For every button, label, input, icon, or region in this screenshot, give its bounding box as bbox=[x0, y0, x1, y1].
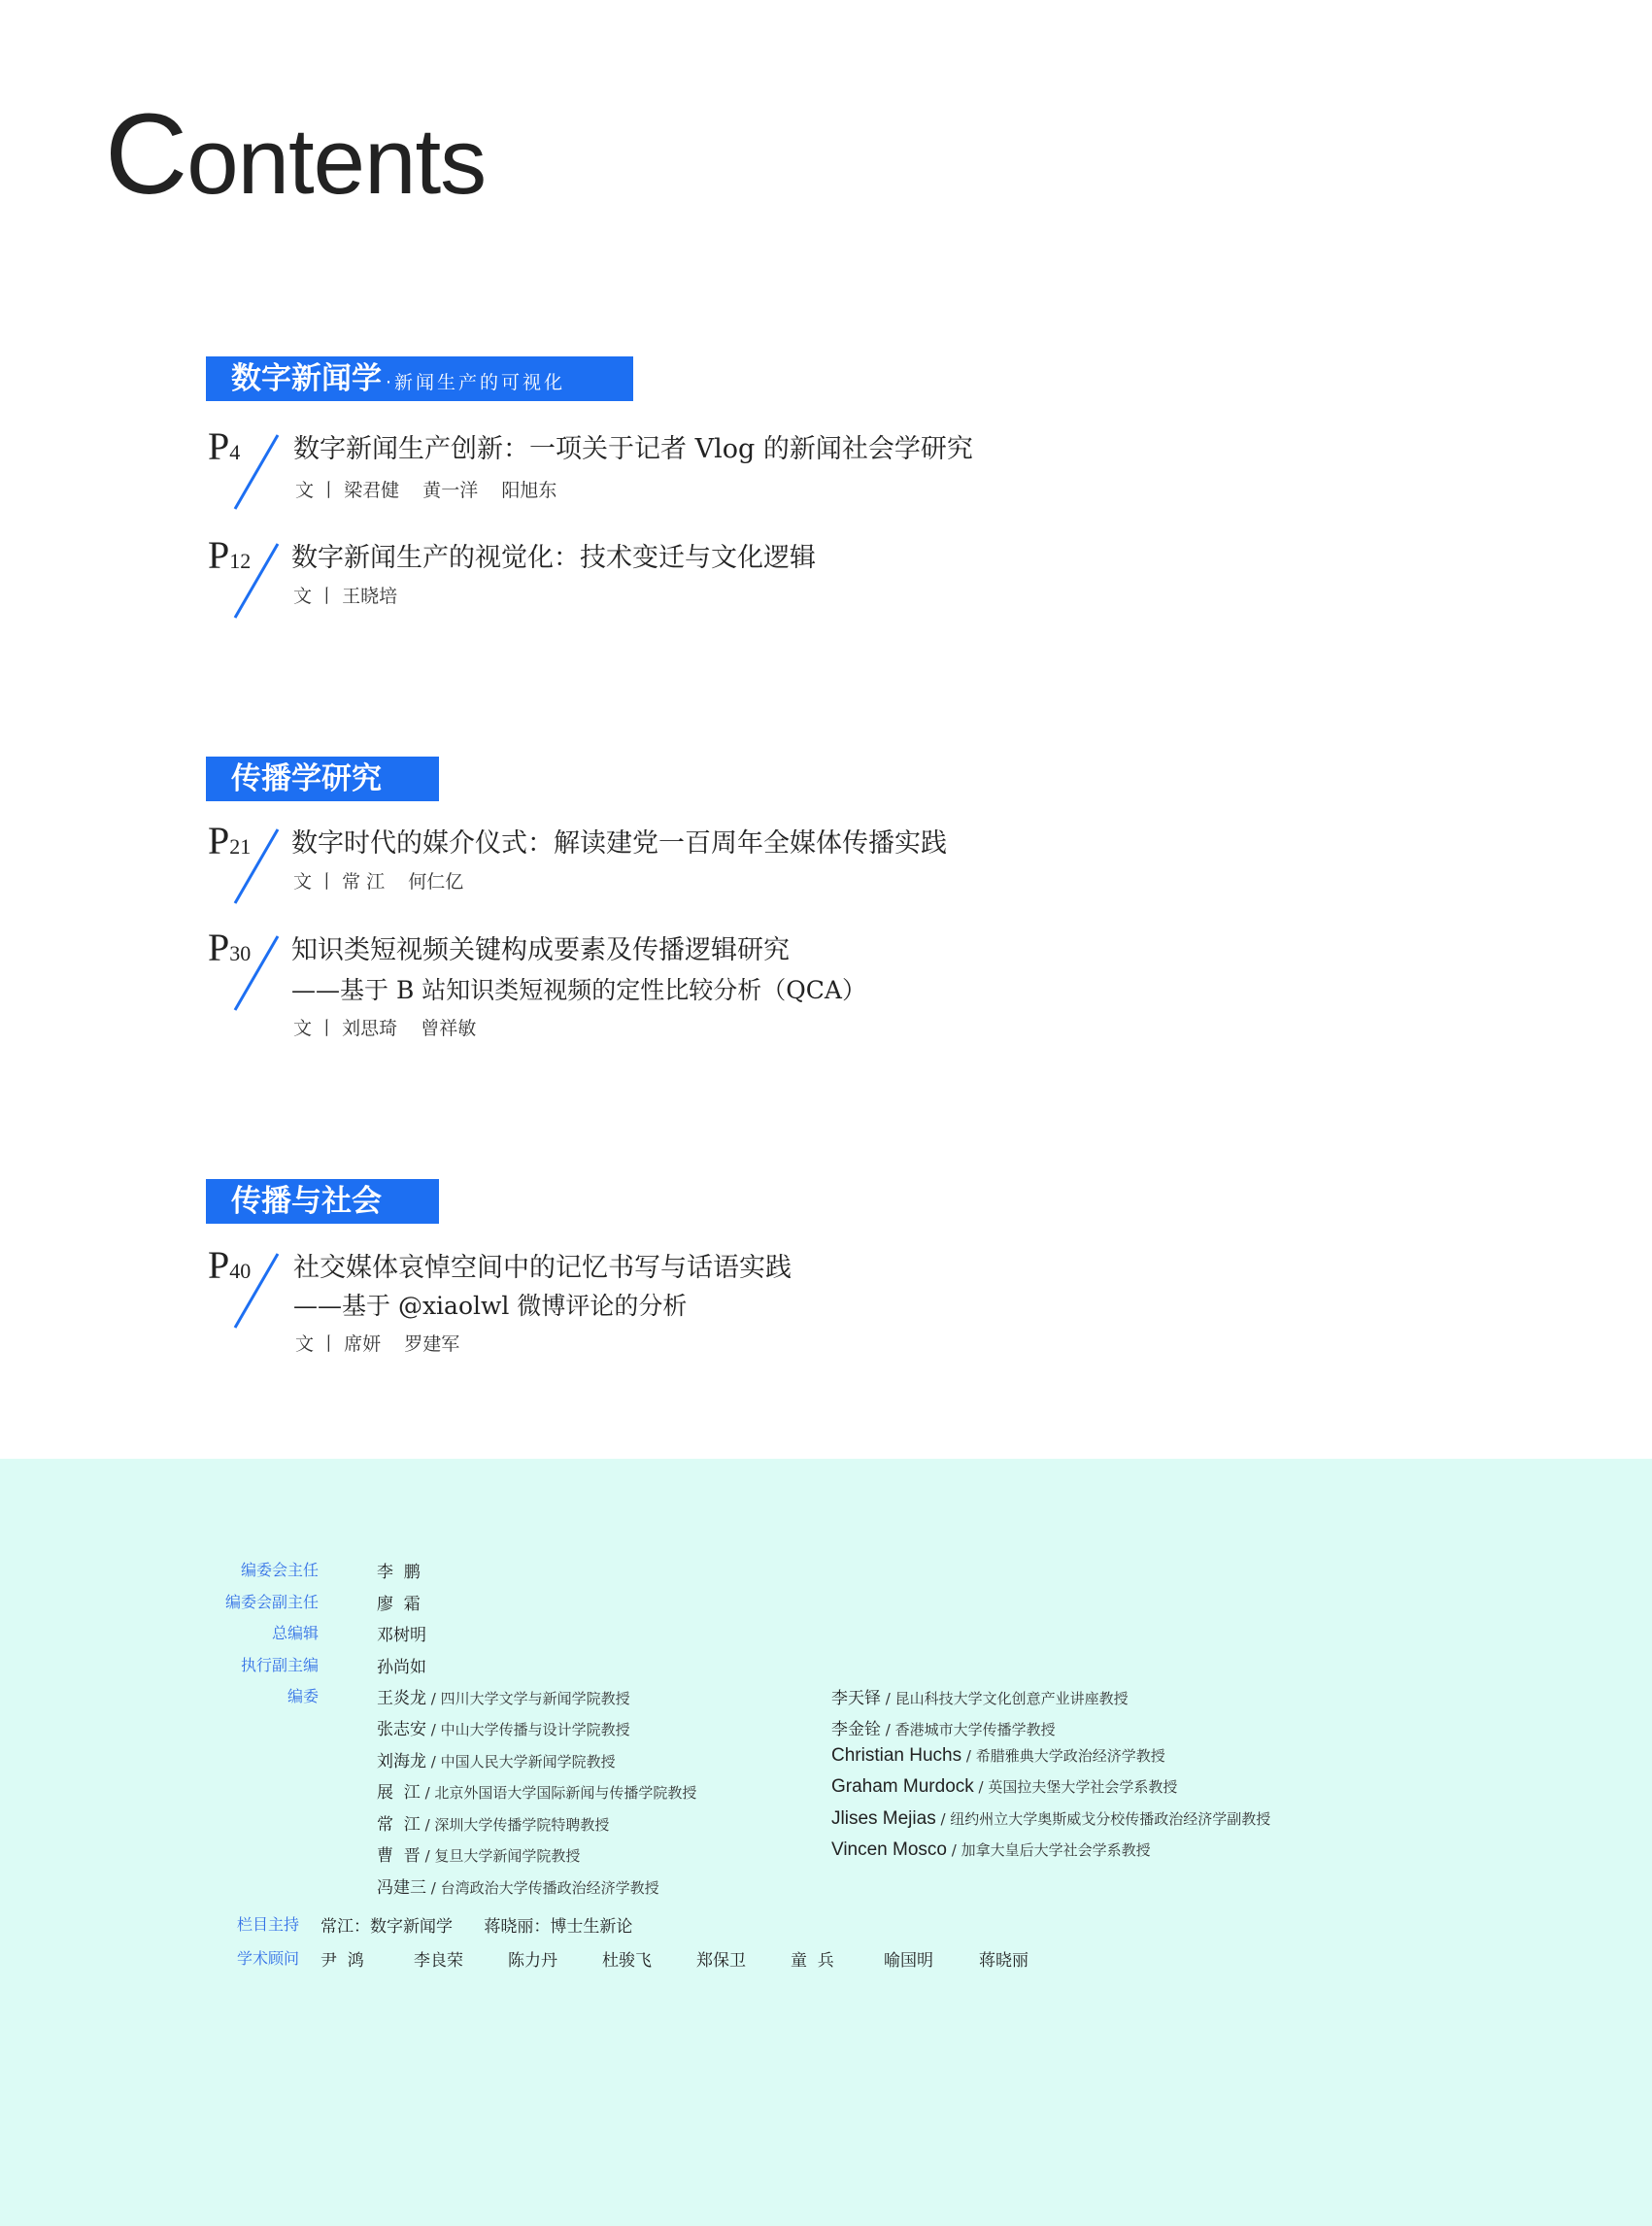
article-title: 社交媒体哀悼空间中的记忆书写与话语实践 bbox=[293, 1253, 792, 1283]
section-name: 传播学研究 bbox=[231, 761, 382, 796]
page-title: Contents bbox=[105, 90, 487, 219]
advisor-name: 尹 鸿 bbox=[320, 1951, 364, 1971]
page-number: P30 bbox=[208, 926, 252, 969]
article-authors: 文 丨 王晓培 bbox=[293, 586, 398, 607]
editor-item: 张志安 / 中山大学传播与设计学院教授 bbox=[377, 1720, 630, 1739]
toc-entry[interactable] bbox=[204, 819, 1078, 919]
editor-item: 刘海龙 / 中国人民大学新闻学院教授 bbox=[377, 1752, 616, 1771]
editor-item: 冯建三 / 台湾政治大学传播政治经济学教授 bbox=[377, 1878, 659, 1898]
advisor-name: 喻国明 bbox=[884, 1951, 933, 1971]
slash-icon bbox=[227, 542, 286, 620]
page-number: P40 bbox=[208, 1243, 252, 1287]
advisor-name: 陈力丹 bbox=[508, 1951, 557, 1971]
section-subtitle: ·新闻生产的可视化 bbox=[386, 372, 566, 393]
article-subtitle: ——基于 B 站知识类短视频的定性比较分析（QCA） bbox=[291, 976, 866, 1004]
toc-entry[interactable] bbox=[204, 1243, 1078, 1372]
slash-icon bbox=[227, 433, 286, 511]
editor-item: Graham Murdock / 英国拉夫堡大学社会学系教授 bbox=[831, 1776, 1178, 1797]
section-tag-communication-society bbox=[206, 1179, 439, 1224]
article-authors: 文 丨 常 江 何仁亿 bbox=[293, 871, 464, 893]
article-authors: 文 丨 梁君健 黄一洋 阳旭东 bbox=[295, 480, 557, 501]
advisor-name: 李良荣 bbox=[414, 1951, 463, 1971]
editor-item: 曹 晋 / 复旦大学新闻学院教授 bbox=[377, 1846, 581, 1866]
masthead-value: 孙尚如 bbox=[377, 1658, 426, 1677]
page-number: P12 bbox=[208, 533, 252, 577]
masthead-label: 总编辑 bbox=[271, 1624, 319, 1642]
advisor-name: 杜骏飞 bbox=[602, 1951, 652, 1971]
article-authors: 文 丨 席妍 罗建军 bbox=[295, 1333, 460, 1355]
section-tag-digital-journalism bbox=[206, 356, 633, 401]
toc-entry[interactable] bbox=[204, 533, 1078, 633]
article-subtitle: ——基于 @xiaolwl 微博评论的分析 bbox=[293, 1292, 688, 1320]
advisors-label: 学术顾问 bbox=[236, 1949, 299, 1968]
page-number: P4 bbox=[208, 424, 241, 468]
masthead-label: 执行副主编 bbox=[240, 1656, 319, 1674]
editor-item: Christian Huchs / 希腊雅典大学政治经济学教授 bbox=[831, 1745, 1165, 1766]
masthead-label: 编委会副主任 bbox=[224, 1593, 319, 1611]
article-title: 数字时代的媒介仪式：解读建党一百周年全媒体传播实践 bbox=[291, 828, 947, 859]
editor-item: 王炎龙 / 四川大学文学与新闻学院教授 bbox=[377, 1689, 630, 1708]
page-number: P21 bbox=[208, 819, 252, 862]
masthead-value: 李 鹏 bbox=[377, 1563, 421, 1582]
advisor-name: 郑保卫 bbox=[696, 1951, 746, 1971]
advisor-name: 蒋晓丽 bbox=[979, 1951, 1028, 1971]
advisor-name: 童 兵 bbox=[791, 1951, 834, 1971]
masthead-label: 编委会主任 bbox=[240, 1561, 319, 1579]
article-title: 数字新闻生产的视觉化：技术变迁与文化逻辑 bbox=[291, 543, 816, 573]
editor-item: Jlises Mejias / 纽约州立大学奥斯威戈分校传播政治经济学副教授 bbox=[831, 1808, 1271, 1829]
column-host-label: 栏目主持 bbox=[236, 1915, 299, 1934]
editor-item: 李金铨 / 香港城市大学传播学教授 bbox=[831, 1720, 1056, 1739]
article-authors: 文 丨 刘思琦 曾祥敏 bbox=[293, 1018, 477, 1039]
editor-item: Vincen Mosco / 加拿大皇后大学社会学系教授 bbox=[831, 1839, 1151, 1860]
masthead-value: 廖 霜 bbox=[377, 1595, 421, 1614]
masthead-value: 邓树明 bbox=[377, 1626, 426, 1645]
slash-icon bbox=[227, 1252, 286, 1330]
editor-item: 展 江 / 北京外国语大学国际新闻与传播学院教授 bbox=[377, 1783, 697, 1803]
slash-icon bbox=[227, 934, 286, 1012]
slash-icon bbox=[227, 827, 286, 905]
section-name: 数字新闻学 bbox=[231, 361, 382, 396]
article-title: 知识类短视频关键构成要素及传播逻辑研究 bbox=[291, 935, 790, 965]
column-host-value: 常江：数字新闻学 蒋晓丽：博士生新论 bbox=[320, 1917, 633, 1937]
article-title: 数字新闻生产创新：一项关于记者 Vlog 的新闻社会学研究 bbox=[293, 434, 973, 464]
editor-item: 常 江 / 深圳大学传播学院特聘教授 bbox=[377, 1815, 610, 1835]
section-tag-communication-research bbox=[206, 757, 439, 801]
toc-entry[interactable] bbox=[204, 424, 1078, 524]
section-name: 传播与社会 bbox=[231, 1184, 382, 1219]
toc-entry[interactable] bbox=[204, 928, 1078, 1055]
editor-item: 李天铎 / 昆山科技大学文化创意产业讲座教授 bbox=[831, 1689, 1129, 1708]
editorial-board-label: 编委 bbox=[287, 1687, 319, 1705]
